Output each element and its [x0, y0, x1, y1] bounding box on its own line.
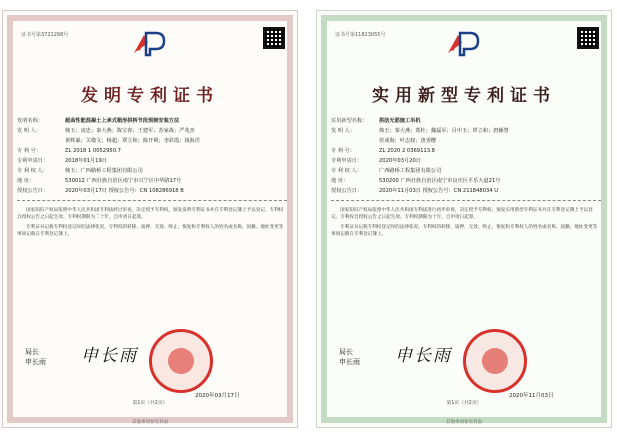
field-value: 拱肋无筋施工吊机	[379, 118, 421, 124]
certificate-fields	[331, 117, 601, 241]
field-label: 专 利 权 人：	[331, 168, 362, 174]
field-row	[331, 127, 601, 135]
field-value: 2020年03月17日 授权公告号：CN 108286918 B	[65, 188, 184, 194]
field-value: ZL 2018 1 0052950.7	[65, 148, 121, 154]
page-indicator: 第1页（共2页）	[132, 401, 168, 406]
field-label: 专利申请日：	[17, 158, 49, 164]
issue-date: 2020年03月17日	[195, 393, 240, 399]
field-row	[331, 177, 601, 185]
field-row	[17, 117, 287, 125]
field-label	[17, 137, 65, 145]
footer-note: 其他事项参见背面	[446, 420, 482, 425]
certificate-paragraph: 国家知识产权局依照中华人民共和国专利法经过审查，决定授予专利权，颁发发明专利证书并在专利登记簿上予以登记。专利权自授权公告之日起生效。专利权期限为二十年，自申请日起算。	[17, 208, 284, 220]
field-row	[17, 167, 287, 175]
signer-name: 申长雨	[25, 358, 46, 366]
cnipa-logo-icon	[444, 29, 484, 57]
field-label: 地 址：	[331, 178, 349, 184]
field-value: 超高性能混凝土上承式箱形拱桥节段预制安装方法	[65, 118, 180, 124]
field-value: 530200 广西壮族自治区南宁市良庆区平乐大道21号	[379, 178, 501, 184]
field-row	[331, 117, 601, 125]
field-label: 发明名称：	[17, 118, 43, 124]
page-indicator: 第1页（共2页）	[446, 401, 482, 406]
field-label	[331, 137, 379, 145]
field-row	[17, 137, 287, 145]
field-value: 2018年01月19日	[65, 158, 107, 164]
qr-code-icon	[577, 27, 599, 49]
field-value: 2020年03月20日	[379, 158, 421, 164]
field-label: 地 址：	[17, 178, 35, 184]
certificate-title: 发明专利证书	[81, 86, 219, 106]
signer-name: 申长雨	[339, 358, 360, 366]
field-value: 韩玉；广西路桥工程集团有限公司	[65, 168, 143, 174]
field-label: 发 明 人：	[331, 128, 356, 134]
issue-date: 2020年11月03日	[509, 393, 554, 399]
signer-block	[25, 347, 46, 367]
field-row	[331, 187, 601, 195]
field-row	[17, 187, 287, 195]
certificate-fields	[17, 117, 287, 241]
footer-note: 其他事项参见背面	[132, 420, 168, 425]
field-label: 专 利 权 人：	[17, 168, 48, 174]
field-label: 专 利 号：	[17, 148, 42, 154]
certificate-paragraph: 专利证书记载专利权登记时的法律状况。专利权的转移、质押、无效、终止、恢复和专利权人的姓名或名称、国籍、地址变更等事项记载在专利登记簿上。	[331, 225, 598, 237]
field-value: 韩玉；秦大燕；郑杜；魏磊军；吕中玉；覃立和；唐颖慧	[379, 128, 509, 134]
field-label: 发 明 人：	[17, 128, 42, 134]
certificate-paragraph: 国家知识产权局依照中华人民共和国专利法进行初步审查，决定授予专利权，颁发实用新型专利证书并在专利登记簿上予以登记。专利权自授权公告之日起生效。专利权期限为十年，自申请日起算。	[331, 208, 593, 220]
signer-block	[339, 347, 360, 367]
field-value: ZL 2020 2 0369113.8	[379, 148, 435, 154]
certificate-number: 证书号第3721298号	[21, 32, 69, 38]
certificate-title: 实用新型专利证书	[372, 86, 556, 106]
invention-patent-certificate	[2, 10, 298, 428]
qr-code-icon	[263, 27, 285, 49]
field-label: 授权公告日：	[17, 188, 49, 194]
divider	[331, 200, 601, 201]
field-row	[17, 157, 287, 165]
field-value: 侯成海；叶志权；唐香樱	[379, 138, 437, 144]
field-row	[17, 177, 287, 185]
field-row	[331, 147, 601, 155]
field-value: 黄辉暴；关敬文；杨超；覃立和；陈开利；李彩霞；钱海洋	[65, 138, 200, 144]
field-label: 专 利 号：	[331, 148, 356, 154]
field-value: 530012 广西壮族自治区南宁市兴宁区中华路17号	[65, 178, 182, 184]
signer-title: 局长	[339, 348, 353, 356]
certificate-paragraph: 专利证书记载专利权登记时的法律状况。专利权的转移、质押、无效、终止、恢复和专利权人的姓名或名称、国籍、地址变更等事项记载在专利登记簿上。	[17, 225, 284, 237]
utility-model-patent-certificate	[316, 10, 612, 428]
field-value: 韩玉；凌忠；秦大燕；陈宝春；王建军；苏家战；严兆杰	[65, 128, 195, 134]
field-row	[17, 147, 287, 155]
field-value: 2020年11月03日 授权公告号：CN 211848034 U	[379, 188, 499, 194]
field-label: 专利申请日：	[331, 158, 363, 164]
certificate-number: 证书号第11823055号	[335, 32, 386, 38]
field-row	[17, 127, 287, 135]
field-label: 实用新型名称：	[331, 118, 368, 124]
handwritten-signature: 申长雨	[395, 346, 452, 366]
divider	[17, 200, 287, 201]
field-row	[331, 167, 601, 175]
official-seal-icon	[463, 329, 527, 393]
official-seal-icon	[149, 329, 213, 393]
signer-title: 局长	[25, 348, 39, 356]
handwritten-signature: 申长雨	[81, 346, 138, 366]
field-label: 授权公告日：	[331, 188, 363, 194]
field-value: 广西路桥工程集团有限公司	[379, 168, 442, 174]
cnipa-logo-icon	[130, 29, 170, 57]
field-row	[331, 157, 601, 165]
field-row	[331, 137, 601, 145]
